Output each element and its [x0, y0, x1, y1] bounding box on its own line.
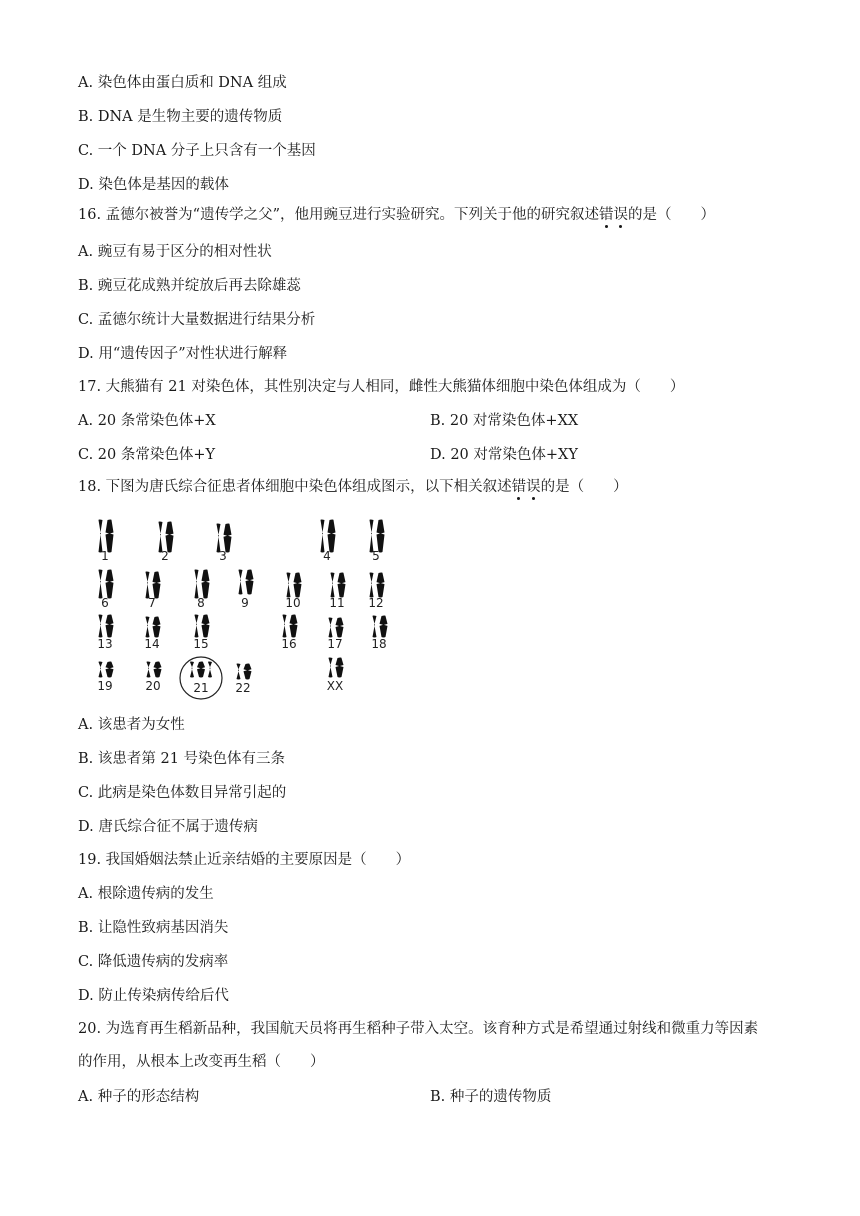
- q19-option-a: A. 根除遗传病的发生: [78, 886, 214, 902]
- chromosome-2-2: [166, 522, 174, 553]
- q16-emphasis-1: 错: [599, 207, 614, 223]
- q18-stem-pre: 18. 下图为唐氏综合征患者体细胞中染色体组成图示，以下相关叙述: [78, 479, 512, 495]
- q16-option-c: C. 孟德尔统计大量数据进行结果分析: [78, 312, 316, 328]
- chromosome-pair-19: [99, 662, 114, 678]
- chromosome-label-21: 21: [193, 681, 209, 695]
- q18-stem: [78, 477, 628, 497]
- chromosome-6-1: [99, 570, 103, 599]
- q16-option-d: D. 用“遗传因子”对性状进行解释: [78, 346, 288, 362]
- karyotype-figure: [78, 515, 408, 705]
- chromosome-label-6: 6: [101, 596, 109, 610]
- q16-option-b: B. 豌豆花成熟并绽放后再去除雄蕊: [78, 278, 301, 294]
- q15-option-a: A. 染色体由蛋白质和 DNA 组成: [78, 75, 287, 91]
- chromosome-pair-10: [287, 573, 302, 598]
- chromosome-pair-12: [370, 573, 385, 598]
- chromosome-12-2: [377, 573, 385, 598]
- chromosome-10-2: [294, 573, 302, 598]
- q18-option-a: A. 该患者为女性: [78, 717, 185, 733]
- chromosome-label-19: 19: [97, 679, 113, 693]
- q18-option-b: B. 该患者第 21 号染色体有三条: [78, 751, 286, 767]
- chromosome-4-2: [328, 520, 336, 553]
- chromosome-label-9: 9: [241, 596, 249, 610]
- chromosome-6-2: [106, 570, 114, 599]
- chromosome-pair-4: [321, 520, 336, 553]
- chromosome-21-2: [197, 662, 205, 678]
- q17-stem: 17. 大熊猫有 21 对染色体，其性别决定与人相同，雌性大熊猫体细胞中染色体组成为（ ）: [78, 379, 685, 395]
- chromosome-9-2: [246, 570, 254, 595]
- chromosome-4-1: [321, 520, 325, 553]
- chromosome-pair-6: [99, 570, 114, 599]
- chromosome-5-2: [377, 520, 385, 553]
- chromosome-label-4: 4: [323, 549, 331, 563]
- chromosome-pair-XX: [329, 658, 344, 678]
- chromosome-label-12: 12: [368, 596, 384, 610]
- chromosome-label-18: 18: [371, 637, 387, 651]
- q18-emphasis-1: 错: [511, 479, 527, 495]
- chromosome-10-1: [287, 573, 291, 598]
- chromosome-18-1: [373, 616, 377, 638]
- q19-option-b: B. 让隐性致病基因消失: [78, 920, 229, 936]
- chromosome-18-2: [380, 616, 388, 638]
- chromosome-21-1: [190, 662, 194, 678]
- chromosome-22-2: [244, 664, 252, 680]
- chromosome-XX-2: [336, 658, 344, 678]
- q17-option-a: A. 20 条常染色体+X: [78, 413, 216, 429]
- chromosome-19-2: [106, 662, 114, 678]
- chromosome-pair-7: [146, 572, 161, 599]
- chromosome-label-8: 8: [197, 596, 205, 610]
- q19-option-d: D. 防止传染病传给后代: [78, 988, 229, 1004]
- chromosome-13-1: [99, 615, 103, 638]
- chromosome-13-2: [106, 615, 114, 638]
- q20-option-b: B. 种子的遗传物质: [430, 1089, 552, 1105]
- chromosome-label-17: 17: [327, 637, 343, 651]
- q15-option-c: C. 一个 DNA 分子上只含有一个基因: [78, 143, 316, 159]
- chromosome-label-5: 5: [372, 549, 380, 563]
- chromosome-20-2: [154, 662, 162, 678]
- q15-option-d: D. 染色体是基因的载体: [78, 177, 229, 193]
- chromosome-label-2: 2: [161, 549, 169, 563]
- chromosome-pair-11: [331, 573, 346, 598]
- chromosome-label-14: 14: [144, 637, 160, 651]
- q17-option-d: D. 20 对常染色体+XY: [430, 447, 578, 463]
- q20-stem-line-2: 的作用，从根本上改变再生稻（ ）: [78, 1054, 325, 1070]
- q18-emphasis-2: 误: [526, 479, 541, 495]
- q20-option-a: A. 种子的形态结构: [78, 1089, 200, 1105]
- chromosome-pair-14: [146, 617, 161, 638]
- chromosome-pair-8: [195, 570, 210, 599]
- chromosome-XX-1: [329, 658, 333, 678]
- chromosome-16-1: [283, 615, 287, 638]
- chromosome-label-7: 7: [148, 596, 156, 610]
- q16-stem-pre: 16. 孟德尔被誉为“遗传学之父”，他用豌豆进行实验研究。下列关于他的研究叙述: [78, 207, 599, 223]
- chromosome-7-2: [153, 572, 161, 599]
- chromosome-label-3: 3: [219, 549, 227, 563]
- q15-option-b: B. DNA 是生物主要的遗传物质: [78, 109, 283, 125]
- q18-option-c: C. 此病是染色体数目异常引起的: [78, 785, 287, 801]
- q17-option-b: B. 20 对常染色体+XX: [430, 413, 579, 429]
- chromosome-pair-22: [237, 664, 252, 680]
- chromosome-label-15: 15: [193, 637, 209, 651]
- q16-stem-post: 的是（ ）: [628, 207, 715, 223]
- chromosome-pair-21: [190, 662, 212, 678]
- chromosome-pair-18: [373, 616, 388, 638]
- chromosome-label-1: 1: [101, 549, 109, 563]
- chromosome-17-2: [336, 618, 344, 638]
- chromosome-17-1: [329, 618, 333, 638]
- chromosome-pair-15: [195, 615, 210, 638]
- chromosome-22-1: [237, 664, 241, 680]
- chromosome-7-1: [146, 572, 150, 599]
- chromosome-label-11: 11: [329, 596, 345, 610]
- chromosome-pair-17: [329, 618, 344, 638]
- chromosome-pair-1: [99, 520, 114, 553]
- chromosome-label-13: 13: [97, 637, 113, 651]
- chromosome-14-2: [153, 617, 161, 638]
- chromosome-12-1: [370, 573, 374, 598]
- chromosome-15-2: [202, 615, 210, 638]
- chromosome-label-22: 22: [235, 681, 251, 695]
- chromosome-label-20: 20: [145, 679, 161, 693]
- q16-emphasis-2: 误: [613, 207, 628, 223]
- chromosome-pair-5: [370, 520, 385, 553]
- q19-option-c: C. 降低遗传病的发病率: [78, 954, 229, 970]
- q16-option-a: A. 豌豆有易于区分的相对性状: [78, 244, 272, 260]
- chromosome-label-10: 10: [285, 596, 301, 610]
- chromosome-2-1: [159, 522, 163, 553]
- chromosome-label-XX: XX: [326, 679, 344, 693]
- q17-option-c: C. 20 条常染色体+Y: [78, 447, 216, 463]
- chromosome-19-1: [99, 662, 103, 678]
- chromosome-pair-9: [239, 570, 254, 595]
- chromosome-pair-2: [159, 522, 174, 553]
- q20-stem-line-1: 20. 为选育再生稻新品种，我国航天员将再生稻种子带入太空。该育种方式是希望通过射线和微重力等因素: [78, 1021, 759, 1037]
- chromosome-5-1: [370, 520, 374, 553]
- q18-option-d: D. 唐氏综合征不属于遗传病: [78, 819, 258, 835]
- chromosome-pair-16: [283, 615, 298, 638]
- chromosome-pair-13: [99, 615, 114, 638]
- q16-stem: [78, 205, 715, 225]
- q19-stem: 19. 我国婚姻法禁止近亲结婚的主要原因是（ ）: [78, 852, 411, 868]
- chromosome-14-1: [146, 617, 150, 638]
- chromosome-15-1: [195, 615, 199, 638]
- chromosome-1-1: [99, 520, 103, 553]
- chromosome-21-3: [208, 662, 212, 678]
- chromosome-label-16: 16: [281, 637, 297, 651]
- chromosome-8-1: [195, 570, 199, 599]
- q18-stem-post: 的是（ ）: [540, 479, 628, 495]
- chromosome-8-2: [202, 570, 210, 599]
- chromosome-11-2: [338, 573, 346, 598]
- chromosome-11-1: [331, 573, 335, 598]
- chromosome-20-1: [147, 662, 151, 678]
- chromosome-1-2: [106, 520, 114, 553]
- chromosome-pair-20: [147, 662, 162, 678]
- chromosome-16-2: [290, 615, 298, 638]
- chromosome-9-1: [239, 570, 243, 595]
